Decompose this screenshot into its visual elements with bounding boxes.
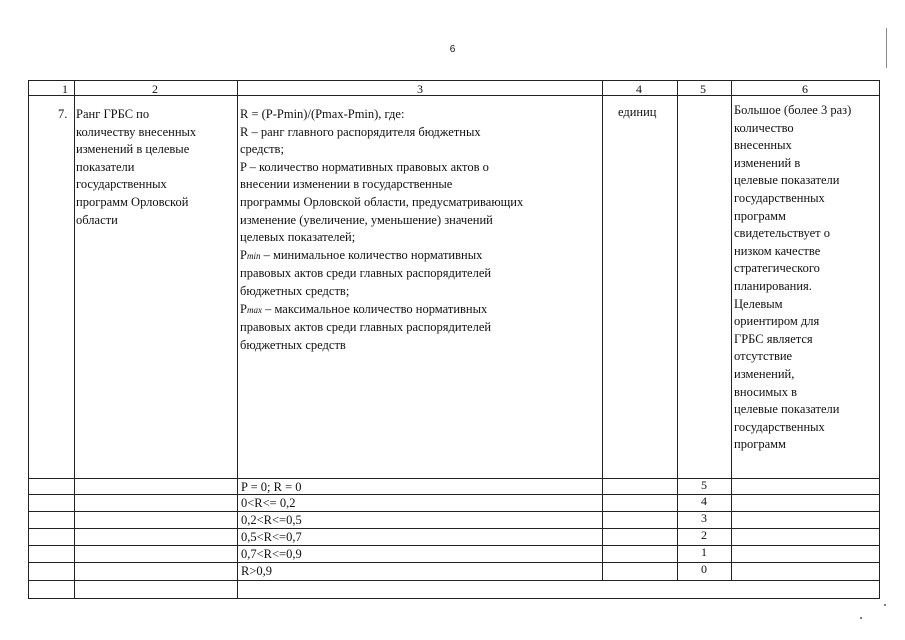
- col-header-6: 6: [802, 82, 808, 96]
- score-condition: P = 0; R = 0: [241, 480, 302, 494]
- score-value: 4: [701, 494, 707, 508]
- table-border-bottom: [28, 598, 880, 599]
- row-divider: [28, 562, 880, 563]
- pmax-subscript: max: [246, 304, 262, 315]
- score-value: 2: [701, 528, 707, 542]
- formula-r-definition: R – ранг главного распорядителя бюджетных средств;: [240, 124, 481, 157]
- col-header-3: 3: [417, 82, 423, 96]
- unit-of-measure: единиц: [618, 105, 657, 119]
- column-border: [879, 80, 880, 598]
- indicator-name: Ранг ГРБС по количеству внесенных изменений в целевые показатели государственных программ Орловской области: [76, 107, 197, 227]
- col-header-5: 5: [700, 82, 706, 96]
- row-divider: [28, 580, 880, 581]
- criteria-table: [28, 80, 880, 600]
- score-value: 3: [701, 511, 707, 525]
- score-value: 1: [701, 545, 707, 559]
- formula-line: R = (P-Pmin)/(Pmax-Pmin), где:: [240, 107, 405, 121]
- comment-text: Большое (более 3 раз) количество внесенных изменений в целевые показатели государственных программ свидетельствует о низком качестве стратегического планирования. Целевым ориентиром для ГРБС является отсутствие изменений, вносимых в целевые показатели государственных программ: [734, 103, 852, 452]
- pmax-definition: – максимальное количество нормативных правовых актов среди главных распорядителей бюджетных средств: [240, 301, 492, 352]
- column-border: [74, 80, 75, 598]
- row-divider: [28, 528, 880, 529]
- column-border: [731, 80, 732, 580]
- row-divider: [28, 494, 880, 495]
- col-header-1: 1: [62, 82, 68, 96]
- scan-speck: [884, 604, 886, 606]
- page-number: 6: [449, 44, 456, 55]
- column-border: [237, 80, 238, 598]
- score-condition: 0<R<= 0,2: [241, 496, 296, 510]
- score-condition: R>0,9: [241, 564, 273, 578]
- row-divider: [28, 511, 880, 512]
- column-border: [28, 80, 29, 598]
- col-header-4: 4: [636, 82, 642, 96]
- pmax-symbol: P: [240, 301, 247, 316]
- score-value: 0: [701, 562, 707, 576]
- score-condition: 0,5<R<=0,7: [241, 530, 302, 544]
- score-condition: 0,2<R<=0,5: [241, 513, 302, 527]
- pmin-symbol: P: [240, 247, 247, 262]
- scan-edge-mark: [886, 28, 887, 68]
- row-divider: [28, 545, 880, 546]
- table-border-top: [28, 80, 880, 81]
- pmin-definition: – минимальное количество нормативных правовых актов среди главных распорядителей бюджетных средств;: [240, 247, 492, 298]
- pmin-subscript: min: [246, 250, 261, 261]
- row-divider: [28, 478, 880, 479]
- column-border: [677, 80, 678, 580]
- score-value: 5: [701, 478, 707, 492]
- formula-p-definition: P – количество нормативных правовых актов о внесении изменении в государственные программы Орловской области, предусматривающих изменение (увеличение, уменьшение) значений целевых показателей;: [240, 159, 524, 245]
- formula-description: [240, 106, 600, 354]
- scan-speck: [860, 617, 862, 619]
- column-border: [602, 80, 603, 580]
- row-number: 7.: [58, 107, 68, 121]
- col-header-2: 2: [152, 82, 158, 96]
- score-condition: 0,7<R<=0,9: [241, 547, 302, 561]
